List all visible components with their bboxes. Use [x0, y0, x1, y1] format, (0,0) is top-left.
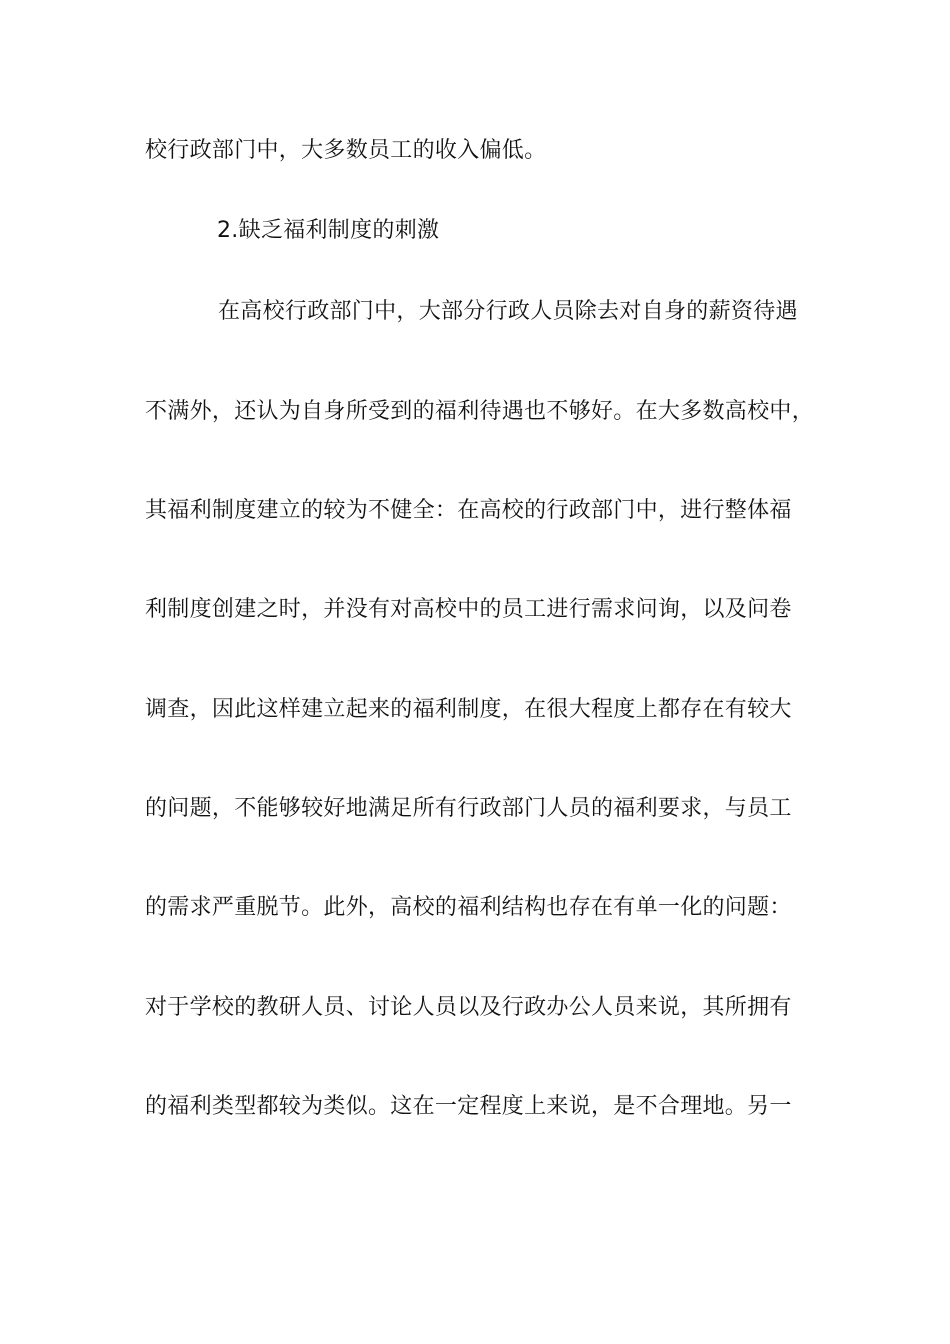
paragraph-first-line: 在高校行政部门中，大部分行政人员除去对自身的薪资待遇 — [218, 299, 798, 324]
text-line-7: 调查，因此这样建立起来的福利制度，在很大程度上都存在有较大 — [145, 697, 792, 722]
text-line-9: 的需求严重脱节。此外，高校的福利结构也存在有单一化的问题： — [145, 895, 792, 920]
text-line-10: 对于学校的教研人员、讨论人员以及行政办公人员来说，其所拥有 — [145, 995, 792, 1020]
text-line-6: 利制度创建之时，并没有对高校中的员工进行需求问询，以及问卷 — [145, 597, 792, 622]
text-line-8: 的问题，不能够较好地满足所有行政部门人员的福利要求，与员工 — [145, 796, 792, 821]
text-line-11: 的福利类型都较为类似。这在一定程度上来说，是不合理地。另一 — [145, 1094, 792, 1119]
section-heading: 2.缺乏福利制度的刺激 — [217, 218, 440, 243]
text-line-4: 不满外，还认为自身所受到的福利待遇也不够好。在大多数高校中， — [145, 399, 815, 424]
text-line-1: 校行政部门中，大多数员工的收入偏低。 — [145, 138, 547, 163]
text-line-5: 其福利制度建立的较为不健全：在高校的行政部门中，进行整体福 — [145, 498, 792, 523]
